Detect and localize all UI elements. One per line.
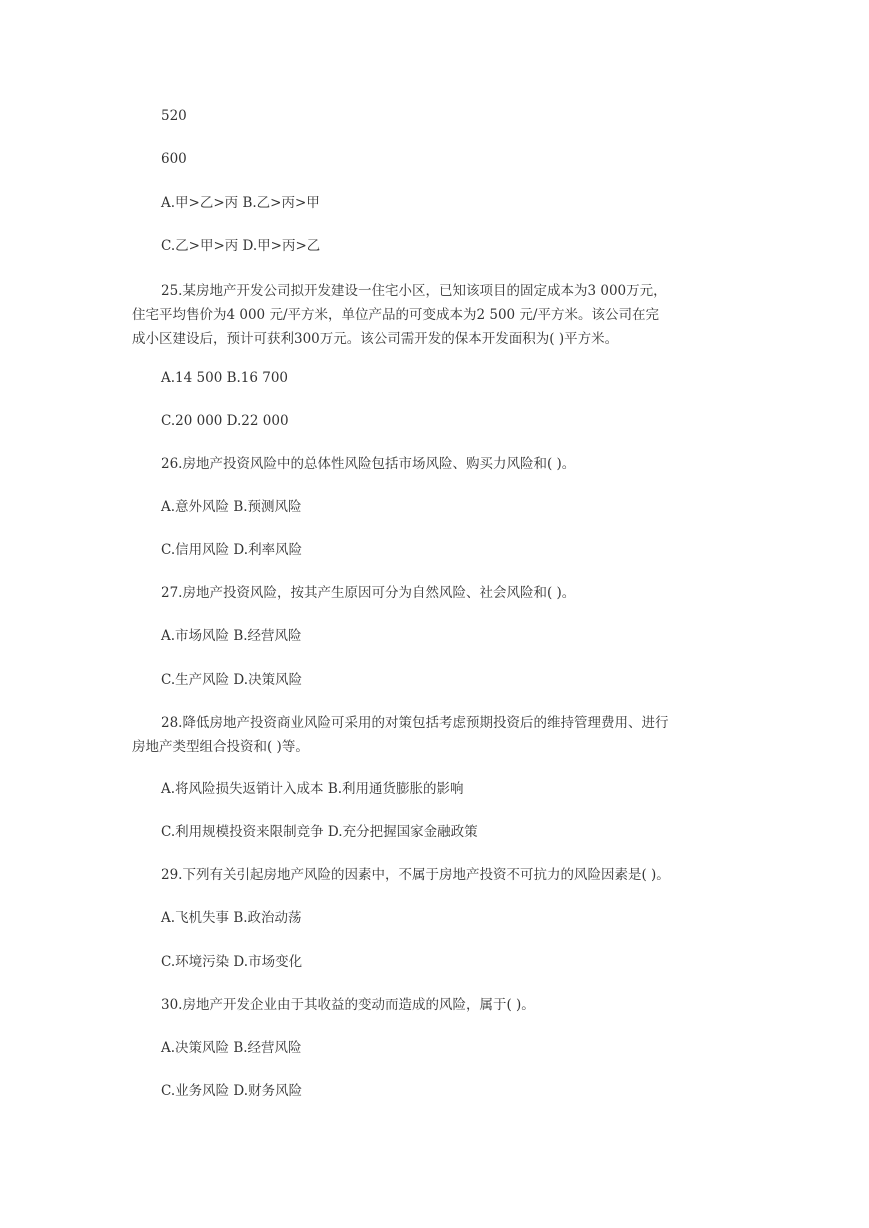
q27-options-cd: C.生产风险 D.决策风险 [161, 672, 303, 688]
q28-options-cd: C.利用规模投资来限制竞争 D.充分把握国家金融政策 [161, 824, 478, 840]
q28-question [132, 711, 741, 759]
q30-options-ab: A.决策风险 B.经营风险 [161, 1040, 302, 1056]
q29-question: 29.下列有关引起房地产风险的因素中，不属于房地产投资不可抗力的风险因素是( )。 [161, 867, 670, 883]
q25-line-1: 25.某房地产开发公司拟开发建设一住宅小区，已知该项目的固定成本为3 000万元， [161, 283, 667, 299]
q24-options-cd: C.乙>甲>丙 D.甲>丙>乙 [161, 238, 321, 254]
q28-line-2: 房地产类型组合投资和( )等。 [132, 739, 309, 755]
q25-options-cd: C.20 000 D.22 000 [161, 413, 289, 429]
table-value-600: 600 [161, 151, 187, 167]
q27-question: 27.房地产投资风险，按其产生原因可分为自然风险、社会风险和( )。 [161, 585, 576, 601]
q29-options-ab: A.飞机失事 B.政治动荡 [161, 910, 302, 926]
q25-question [132, 279, 741, 351]
q30-options-cd: C.业务风险 D.财务风险 [161, 1083, 303, 1099]
q24-options-ab: A.甲>乙>丙 B.乙>丙>甲 [161, 195, 320, 211]
q25-line-2: 住宅平均售价为4 000 元/平方米，单位产品的可变成本为2 500 元/平方米。该公司在完 [132, 307, 659, 323]
q27-options-ab: A.市场风险 B.经营风险 [161, 628, 302, 644]
q25-options-ab: A.14 500 B.16 700 [161, 370, 289, 386]
q28-line-1: 28.降低房地产投资商业风险可采用的对策包括考虑预期投资后的维持管理费用、进行 [161, 715, 669, 731]
q26-options-ab: A.意外风险 B.预测风险 [161, 499, 302, 515]
q30-question: 30.房地产开发企业由于其收益的变动而造成的风险，属于( )。 [161, 997, 535, 1013]
q25-line-3: 成小区建设后，预计可获利300万元。该公司需开发的保本开发面积为( )平方米。 [132, 331, 619, 347]
table-value-520: 520 [161, 108, 187, 124]
q26-question: 26.房地产投资风险中的总体性风险包括市场风险、购买力风险和( )。 [161, 456, 576, 472]
q28-options-ab: A.将风险损失返销计入成本 B.利用通货膨胀的影响 [161, 781, 464, 797]
q26-options-cd: C.信用风险 D.利率风险 [161, 542, 303, 558]
q29-options-cd: C.环境污染 D.市场变化 [161, 954, 303, 970]
